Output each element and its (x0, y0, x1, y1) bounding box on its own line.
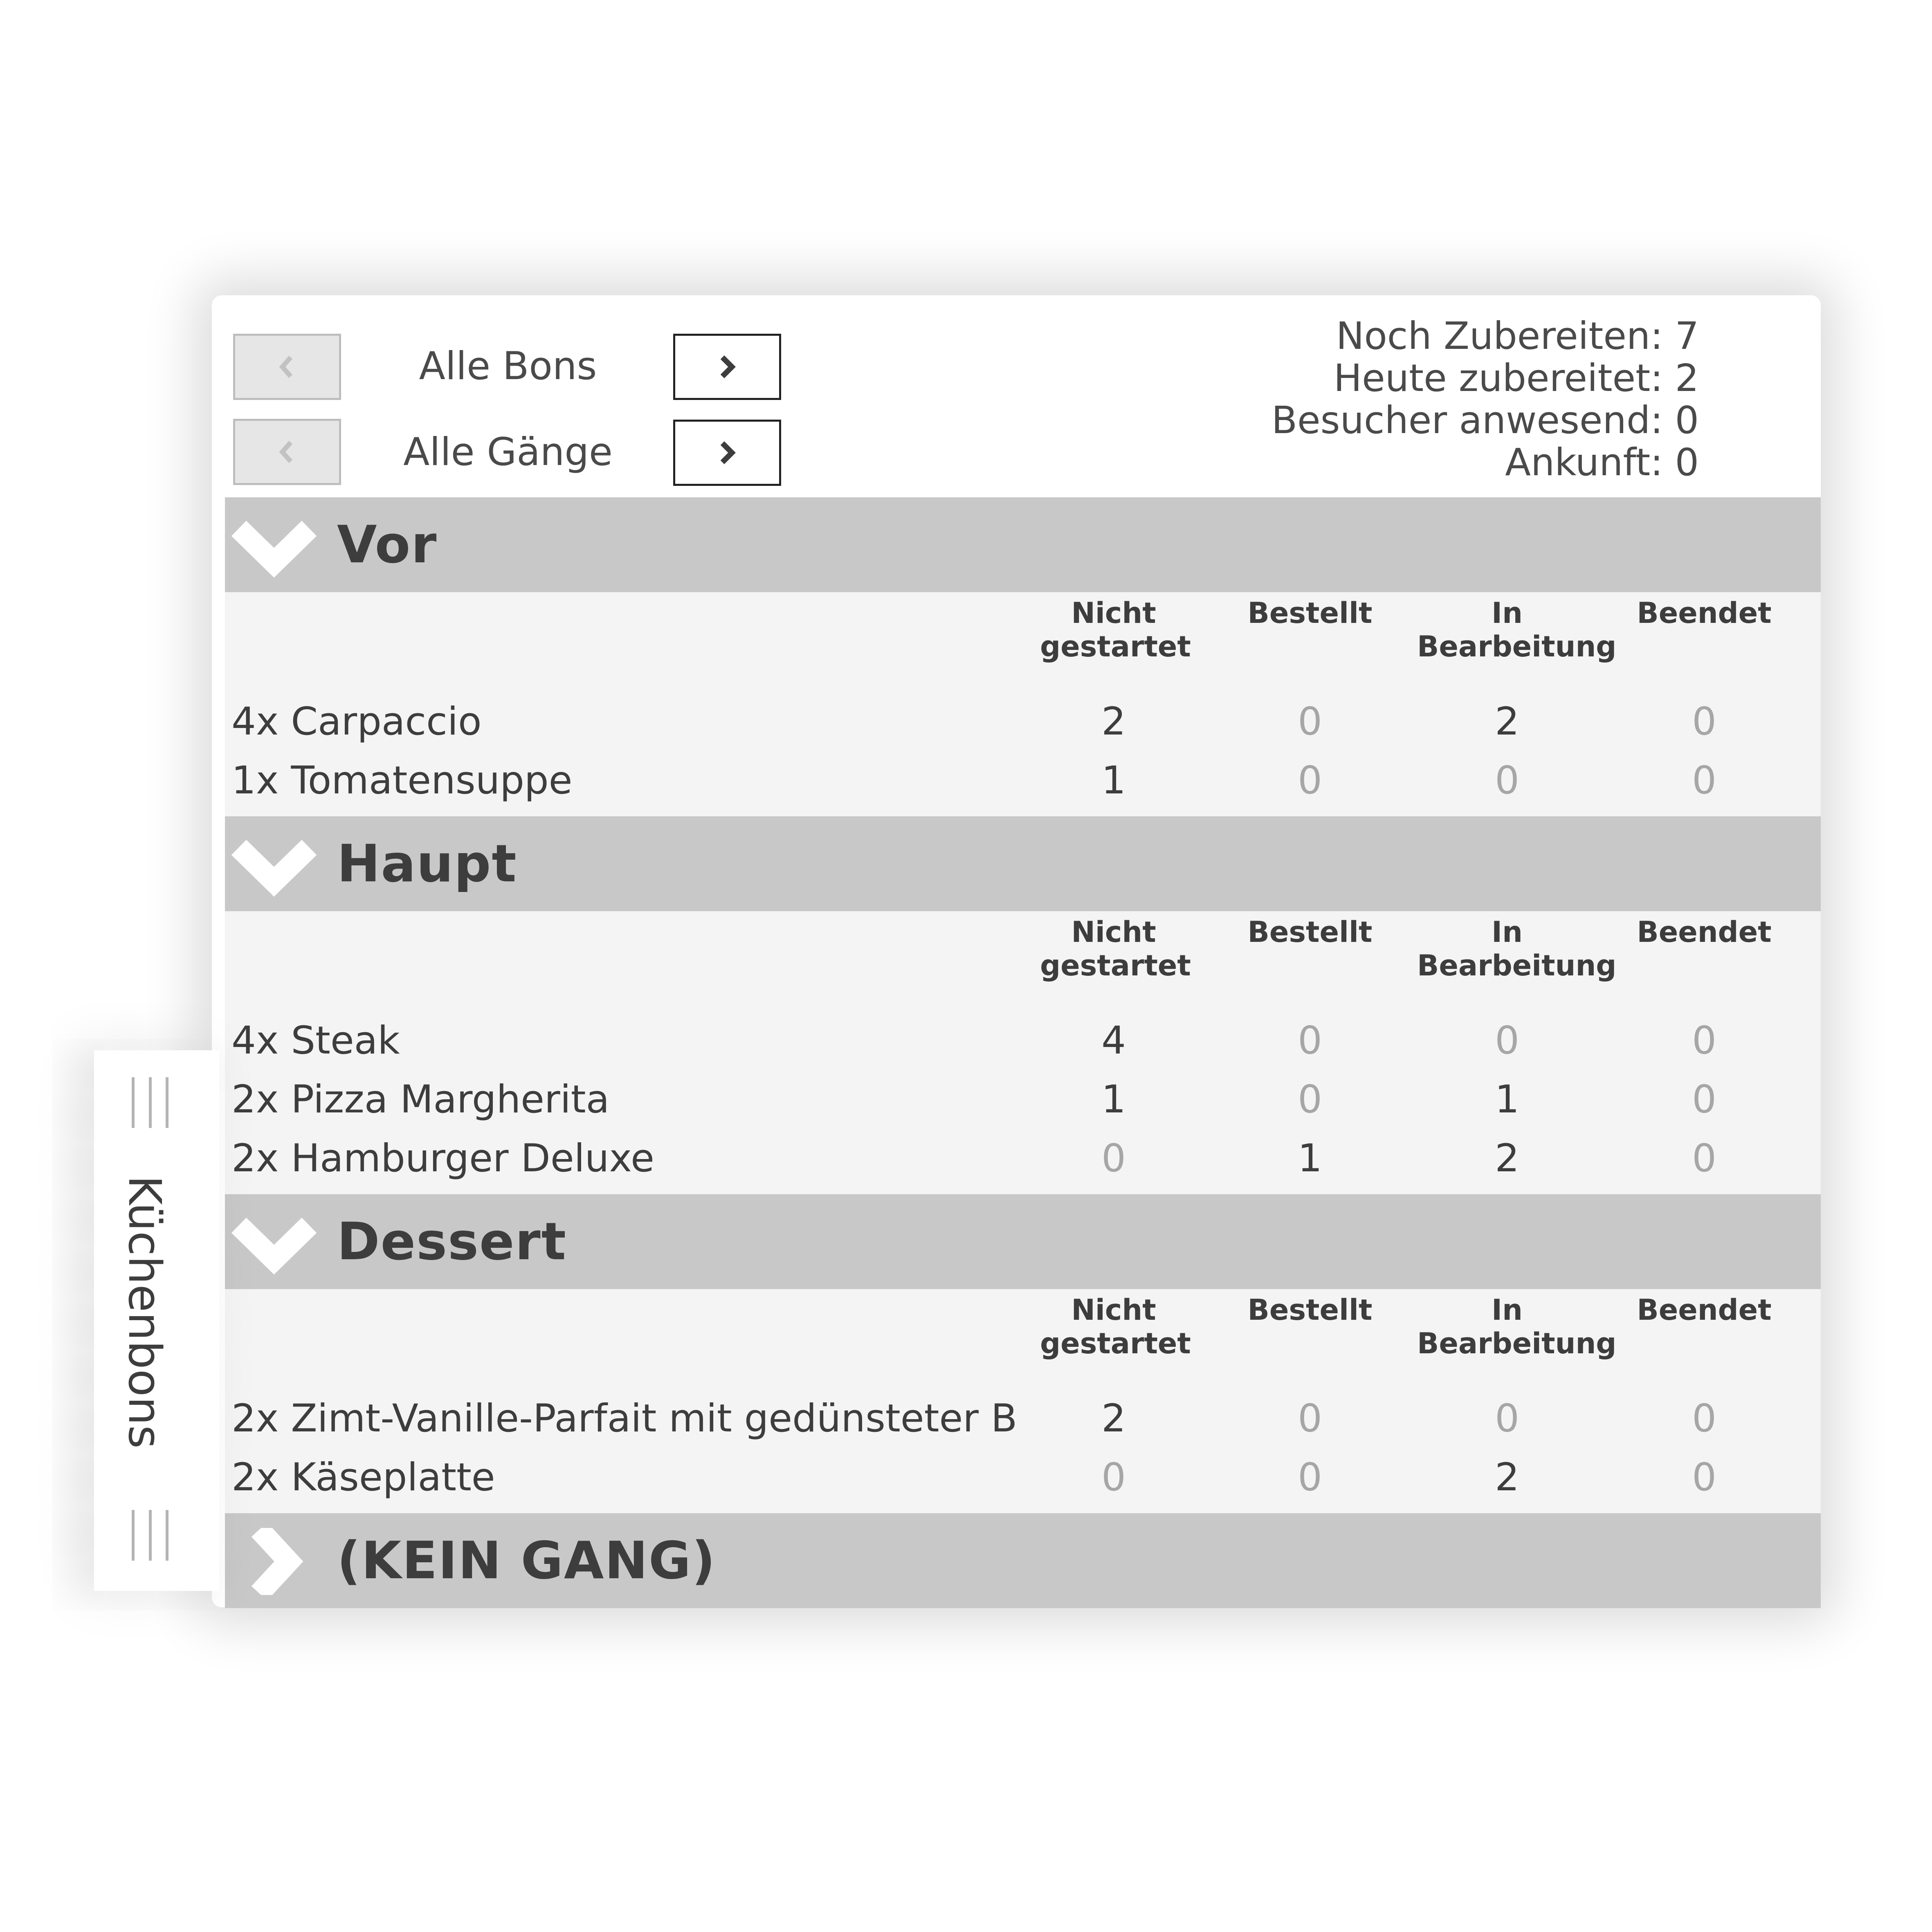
column-header-bestellt: Bestellt (1247, 1293, 1373, 1327)
value-nicht-gestartet: 2 (1101, 699, 1126, 744)
stat-heute-zubereitet: Heute zubereitet: 2 (1333, 356, 1699, 400)
section-title: Haupt (337, 833, 517, 894)
column-header-bestellt: Bestellt (1247, 915, 1373, 949)
chevron-down-icon[interactable] (229, 831, 319, 898)
list-item-name: 4x Steak (231, 1018, 400, 1063)
value-bestellt: 0 (1298, 1077, 1322, 1122)
stat-noch-zubereiten: Noch Zubereiten: 7 (1336, 314, 1699, 358)
kitchen-stats (1104, 315, 1699, 483)
next-bon-button[interactable] (673, 334, 781, 400)
value-in-bearbeitung: 2 (1495, 699, 1519, 744)
column-header-beendet: Beendet (1637, 915, 1772, 949)
value-beendet: 0 (1692, 1455, 1716, 1500)
chevron-left-icon (273, 353, 301, 381)
column-header-bestellt: Bestellt (1247, 596, 1373, 630)
prev-bon-button[interactable] (233, 334, 341, 400)
list-item-name: 2x Hamburger Deluxe (231, 1136, 654, 1181)
value-bestellt: 0 (1298, 1455, 1322, 1500)
list-item-name: 2x Pizza Margherita (231, 1077, 610, 1122)
chevron-down-icon[interactable] (229, 512, 319, 579)
gaenge-filter-label: Alle Gänge (403, 430, 613, 474)
section-body-dessert (225, 1289, 1821, 1515)
value-in-bearbeitung: 0 (1495, 1396, 1519, 1441)
section-title: Vor (337, 514, 438, 575)
value-in-bearbeitung: 0 (1495, 1018, 1519, 1063)
value-nicht-gestartet: 0 (1101, 1136, 1126, 1181)
value-nicht-gestartet: 1 (1101, 1077, 1126, 1122)
value-in-bearbeitung: 2 (1495, 1455, 1519, 1500)
value-in-bearbeitung: 2 (1495, 1136, 1519, 1181)
list-item-name: 2x Käseplatte (231, 1455, 495, 1500)
list-item-name: 1x Tomatensuppe (231, 758, 573, 803)
value-beendet: 0 (1692, 1077, 1716, 1122)
chevron-left-icon (273, 438, 301, 466)
side-tab-label: Küchenbons (119, 1175, 171, 1449)
value-nicht-gestartet: 1 (1101, 758, 1126, 803)
value-bestellt: 0 (1298, 699, 1322, 744)
value-beendet: 0 (1692, 758, 1716, 803)
column-header-nicht-gestartet: Nicht gestartet (1040, 596, 1191, 663)
value-bestellt: 0 (1298, 1018, 1322, 1063)
value-in-bearbeitung: 1 (1495, 1077, 1519, 1122)
column-header-in-bearbeitung: In Bearbeitung (1417, 1293, 1617, 1360)
drag-handle-icon[interactable] (132, 1077, 168, 1128)
next-gang-button[interactable] (673, 420, 781, 486)
prev-gang-button[interactable] (233, 419, 341, 485)
column-header-in-bearbeitung: In Bearbeitung (1417, 915, 1617, 982)
column-header-beendet: Beendet (1637, 596, 1772, 630)
column-header-beendet: Beendet (1637, 1293, 1772, 1327)
value-bestellt: 1 (1298, 1136, 1322, 1181)
section-header-haupt[interactable] (225, 816, 1821, 911)
value-nicht-gestartet: 2 (1101, 1396, 1126, 1441)
drag-handle-icon[interactable] (132, 1510, 168, 1561)
chevron-down-icon[interactable] (229, 1209, 319, 1276)
stat-ankunft: Ankunft: 0 (1505, 440, 1699, 484)
value-in-bearbeitung: 0 (1495, 758, 1519, 803)
section-title: (KEIN GANG) (337, 1530, 716, 1591)
section-header-vor[interactable] (225, 497, 1821, 592)
list-item-name: 2x Zimt-Vanille-Parfait mit gedünsteter B (231, 1396, 1018, 1441)
section-header-dessert[interactable] (225, 1194, 1821, 1289)
value-beendet: 0 (1692, 1396, 1716, 1441)
kuechenbons-side-tab[interactable] (94, 1050, 219, 1591)
value-nicht-gestartet: 0 (1101, 1455, 1126, 1500)
chevron-right-icon[interactable] (233, 1528, 323, 1595)
column-header-nicht-gestartet: Nicht gestartet (1040, 1293, 1191, 1360)
value-bestellt: 0 (1298, 1396, 1322, 1441)
bons-filter-label: Alle Bons (419, 344, 597, 389)
value-beendet: 0 (1692, 1136, 1716, 1181)
section-header-kein-gang[interactable] (225, 1513, 1821, 1608)
list-item-name: 4x Carpaccio (231, 699, 482, 744)
section-title: Dessert (337, 1211, 567, 1272)
section-body-vor (225, 592, 1821, 818)
chevron-right-icon (713, 353, 741, 381)
column-header-nicht-gestartet: Nicht gestartet (1040, 915, 1191, 982)
section-body-haupt (225, 911, 1821, 1196)
chevron-right-icon (713, 438, 741, 467)
column-header-in-bearbeitung: In Bearbeitung (1417, 596, 1617, 663)
value-nicht-gestartet: 4 (1101, 1018, 1126, 1063)
value-beendet: 0 (1692, 699, 1716, 744)
stat-besucher-anwesend: Besucher anwesend: 0 (1271, 398, 1699, 442)
value-beendet: 0 (1692, 1018, 1716, 1063)
value-bestellt: 0 (1298, 758, 1322, 803)
